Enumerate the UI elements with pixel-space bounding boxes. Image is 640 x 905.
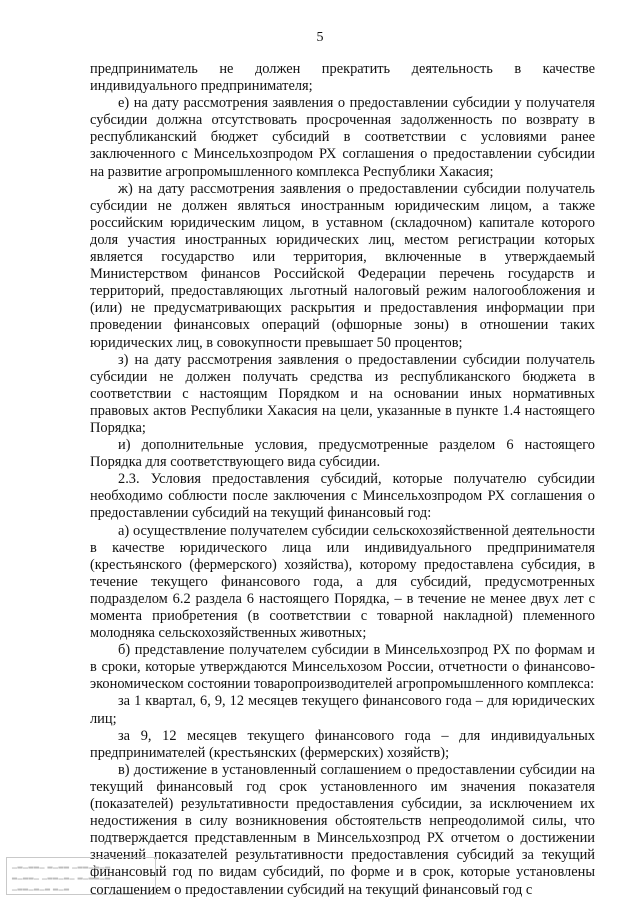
- document-body: [90, 61, 595, 899]
- paragraph-zh: ж) на дату рассмотрения заявления о предоставлении субсидии получатель субсидии не должен являться иностранным юридическим лицом, а также российским юридическим лицом, в уставном (складочном) капитале которого доля участия иностранных юридических лиц, местом регистрации которых является государство или территория, включенные в утверждаемый Министерством финансов Российской Федерации перечень государств и территорий, предоставляющих льготный налоговый режим налогообложения и (или) не предусматривающих раскрытия и предоставления информации при проведении финансовых операций (офшорные зоны) в отношении таких юридических лиц, в совокупности превышает 50 процентов;: [90, 180, 595, 351]
- paragraph-b-legal-entities: за 1 квартал, 6, 9, 12 месяцев текущего финансового года – для юридических лиц;: [90, 693, 595, 727]
- paragraph-a: а) осуществление получателем субсидии сельскохозяйственной деятельности в качестве юридического лица или индивидуального предпринимателя (крестьянского (фермерского) хозяйства), которому предоставлена субсидия, в течение текущего финансового года, а для субсидий, предусмотренных подразделом 6.2 раздела 6 настоящего Порядка, – в течение не менее двух лет с момента приобретения (в соответствии с товарной накладной) племенного молодняка сельскохозяйственных животных;: [90, 522, 595, 642]
- paragraph-i: и) дополнительные условия, предусмотренные разделом 6 настоящего Порядка для соответствующего вида субсидии.: [90, 437, 595, 471]
- page-number: 5: [316, 30, 324, 45]
- paragraph-b-entrepreneurs: за 9, 12 месяцев текущего финансового года – для индивидуальных предпринимателей (крестьянских (фермерских) хозяйств);: [90, 727, 595, 761]
- paragraph-v: в) достижение в установленный соглашением о предоставлении субсидии на текущий финансовый год срок установленного им значения показателя (показателей) результативности предоставления субсидии, за исключением их недостижения в силу возникновения обстоятельств непреодолимой силы, что подтверждается представленным в Минсельхозпрод РХ отчетом о достижении значений показателей результативности предоставления субсидий за текущий финансовый год по видам субсидий, по форме и в срок, которые установлены соглашением о предоставлении субсидий на текущий финансовый год с: [90, 761, 595, 898]
- paragraph-z: з) на дату рассмотрения заявления о предоставлении субсидии получатель субсидии не должен получать средства из республиканского бюджета в соответствии с настоящим Порядком и на основании иных нормативных правовых актов Республики Хакасия на цели, указанные в пункте 1.4 настоящего Порядка;: [90, 351, 595, 436]
- paragraph-e: е) на дату рассмотрения заявления о предоставлении субсидии у получателя субсидии должна отсутствовать просроченная задолженность по возврату в республиканский бюджет субсидий в соответствии с условиями ранее заключенного с Минсельхозпродом РХ соглашения о предоставлении субсидии на развитие агропромышленного комплекса Республики Хакасия;: [90, 95, 595, 180]
- paragraph-2-3: 2.3. Условия предоставления субсидий, которые получателю субсидии необходимо соблюсти после заключения с Минсельхозпродом РХ соглашения о предоставлении субсидий на текущий финансовый год:: [90, 471, 595, 522]
- paragraph-continuation: предприниматель не должен прекратить деятельность в качестве индивидуального предпринимателя;: [90, 61, 595, 95]
- paragraph-b: б) представление получателем субсидии в Минсельхозпрод РХ по формам и в сроки, которые утверждаются Минсельхозом России, отчетности о финансово-экономическом состоянии товаропроизводителей агропромышленного комплекса:: [90, 642, 595, 693]
- faded-stamp: ▁▂▁▂▂▁ ▂▁▂▂ ▁▂▂▁▂▁▂ ▂▁▂▂▁ ▁▂▂▁▂▁ ▂▁▂▂▁▂ ▁▂▂▁▂▁▂ ▂▁▂: [6, 857, 156, 895]
